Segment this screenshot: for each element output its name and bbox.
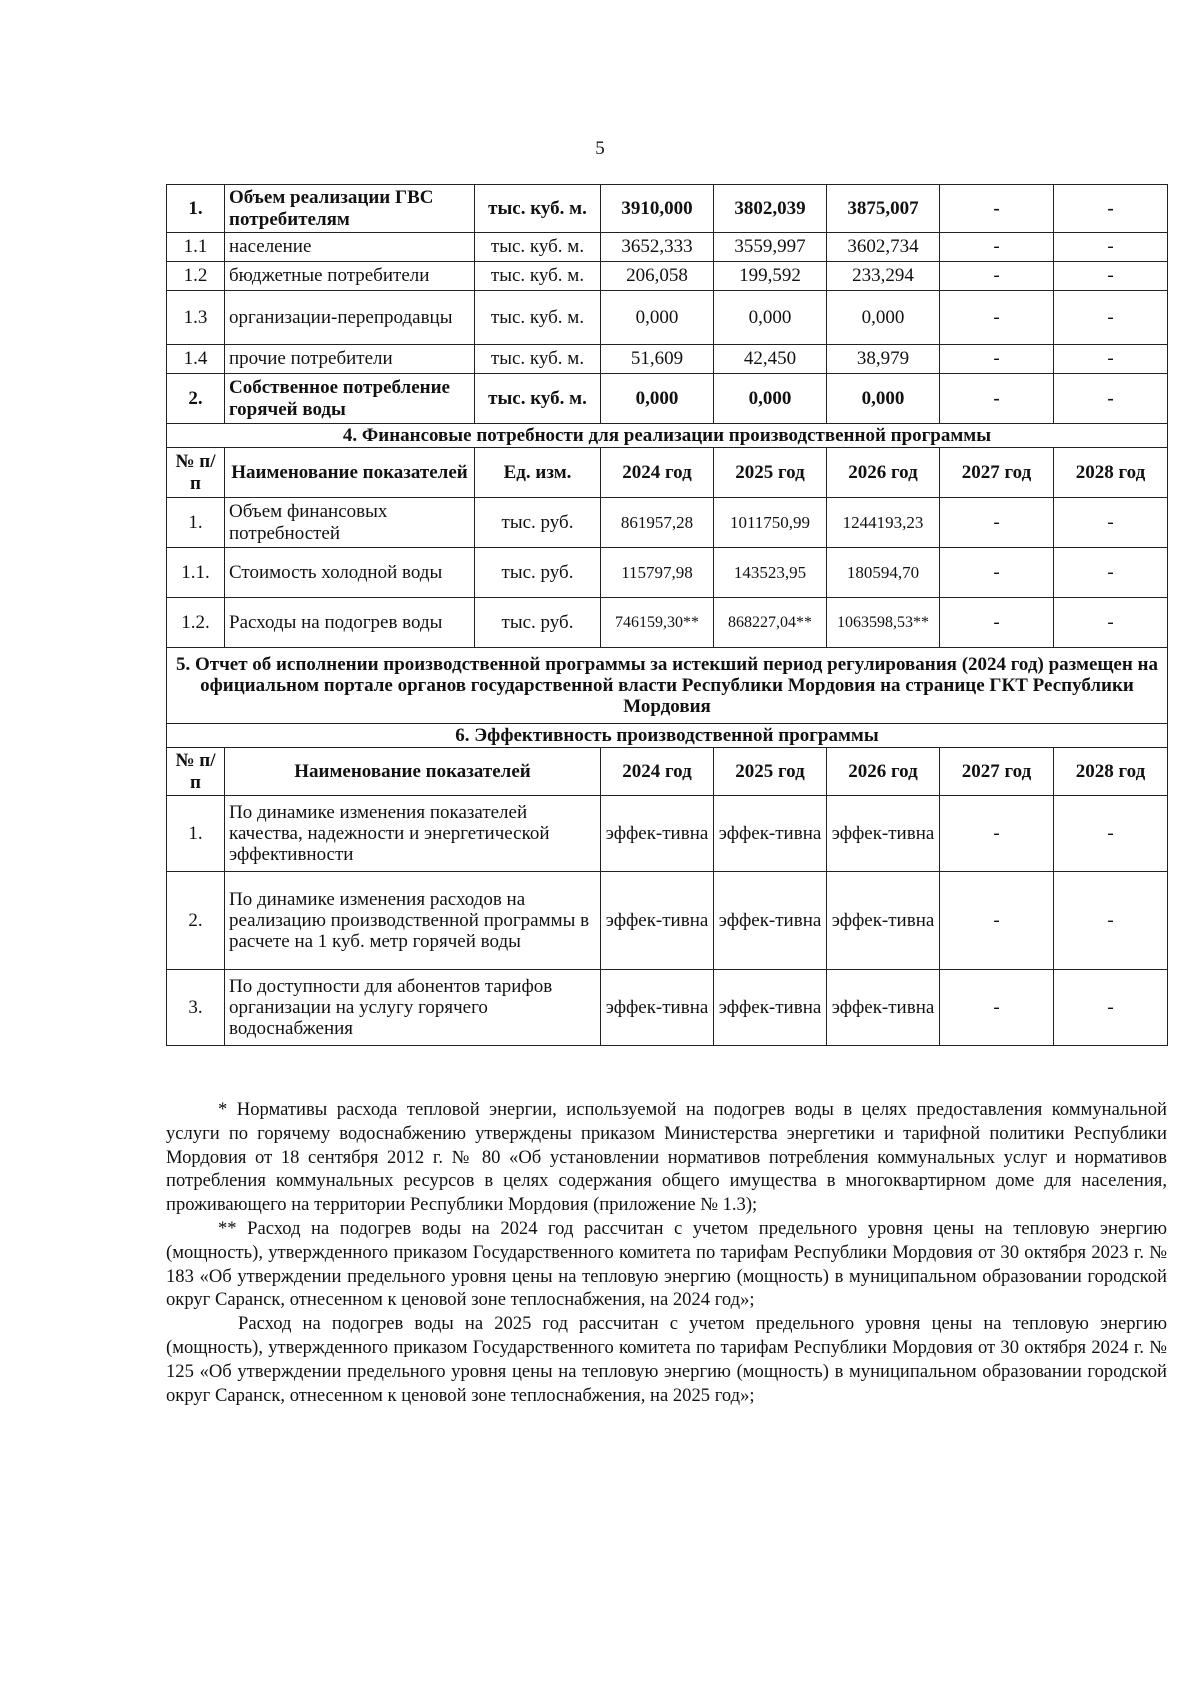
value-cell: эффек-тивна	[601, 970, 714, 1046]
indicator-name: население	[225, 233, 475, 262]
header-row	[167, 748, 1168, 796]
value-cell: -	[1054, 291, 1168, 345]
section-6-title: 6. Эффективность производственной программы	[167, 724, 1168, 748]
value-cell: -	[940, 291, 1054, 345]
unit-cell: тыс. руб.	[475, 598, 601, 648]
row-number: 1.	[167, 185, 225, 233]
header-year: 2024 год	[601, 448, 714, 498]
header-year: 2025 год	[714, 748, 827, 796]
header-year: 2028 год	[1054, 748, 1168, 796]
indicator-name: Объем финансовых потребностей	[225, 498, 475, 548]
value-cell: 42,450	[714, 345, 827, 374]
value-cell: -	[1054, 498, 1168, 548]
row-number: 1.3	[167, 291, 225, 345]
indicator-name: По динамике изменения показателей качества, надежности и энергетической эффективности	[225, 796, 601, 872]
value-cell: 861957,28	[601, 498, 714, 548]
value-cell: эффек-тивна	[827, 872, 940, 970]
value-cell: 3802,039	[714, 185, 827, 233]
value-cell: 38,979	[827, 345, 940, 374]
header-year: 2024 год	[601, 748, 714, 796]
value-cell: эффек-тивна	[714, 872, 827, 970]
footnotes	[166, 1098, 1167, 1407]
footnote-3: Расход на подогрев воды на 2025 год рассчитан с учетом предельного уровня цены на тепловую энергию (мощность), утвержденного приказом Государственного комитета по тарифам Республики Мордовия от 30 октября 2024 г. № 125 «Об утверждении предельного уровня цены на тепловую энергию (мощность) в муниципальном образовании городской округ Саранск, отнесенном к ценовой зоне теплоснабжения, на 2025 год»;	[166, 1313, 1167, 1406]
header-year: 2028 год	[1054, 448, 1168, 498]
value-cell: 143523,95	[714, 548, 827, 598]
footnote-2: ** Расход на подогрев воды на 2024 год рассчитан с учетом предельного уровня цены на тепловую энергию (мощность), утвержденного приказом Государственного комитета по тарифам Республики Мордовия от 30 октября 2023 г. № 183 «Об утверждении предельного уровня цены на тепловую энергию (мощность) в муниципальном образовании городской округ Саранск, отнесенном к ценовой зоне теплоснабжения, на 2024 год»;	[166, 1217, 1167, 1311]
value-cell: эффек-тивна	[714, 970, 827, 1046]
header-row	[167, 448, 1168, 498]
value-cell: -	[940, 374, 1054, 424]
value-cell: -	[940, 262, 1054, 291]
value-cell: -	[940, 498, 1054, 548]
value-cell: 115797,98	[601, 548, 714, 598]
value-cell: -	[940, 598, 1054, 648]
value-cell: -	[940, 233, 1054, 262]
page-number: 5	[595, 138, 605, 159]
unit-cell: тыс. руб.	[475, 548, 601, 598]
row-number: 1.4	[167, 345, 225, 374]
value-cell: 746159,30**	[601, 598, 714, 648]
value-cell: эффек-тивна	[827, 970, 940, 1046]
section-title-row	[167, 648, 1168, 724]
value-cell: эффек-тивна	[601, 872, 714, 970]
header-year: 2025 год	[714, 448, 827, 498]
header-num: № п/п	[167, 748, 225, 796]
value-cell: -	[1054, 374, 1168, 424]
header-num: № п/п	[167, 448, 225, 498]
table-row	[167, 374, 1168, 424]
value-cell: 0,000	[601, 374, 714, 424]
value-cell: -	[1054, 970, 1168, 1046]
header-unit: Ед. изм.	[475, 448, 601, 498]
section-5-title: 5. Отчет об исполнении производственной программы за истекший период регулирования (2024 год) размещен на официальном портале органов государственной власти Республики Мордовия на странице ГКТ Республики Мордовия	[167, 648, 1168, 724]
header-name: Наименование показателей	[225, 748, 601, 796]
value-cell: 180594,70	[827, 548, 940, 598]
unit-cell: тыс. куб. м.	[475, 291, 601, 345]
value-cell: -	[940, 345, 1054, 374]
header-year: 2027 год	[940, 448, 1054, 498]
row-number: 3.	[167, 970, 225, 1046]
row-number: 1.2.	[167, 598, 225, 648]
value-cell: -	[940, 970, 1054, 1046]
value-cell: -	[940, 872, 1054, 970]
value-cell: -	[940, 796, 1054, 872]
value-cell: 3602,734	[827, 233, 940, 262]
table-row	[167, 233, 1168, 262]
row-number: 1.1.	[167, 548, 225, 598]
value-cell: 3875,007	[827, 185, 940, 233]
value-cell: -	[1054, 233, 1168, 262]
value-cell: 0,000	[714, 374, 827, 424]
section-4-title: 4. Финансовые потребности для реализации производственной программы	[167, 424, 1168, 448]
unit-cell: тыс. куб. м.	[475, 345, 601, 374]
unit-cell: тыс. куб. м.	[475, 185, 601, 233]
unit-cell: тыс. куб. м.	[475, 262, 601, 291]
row-number: 1.2	[167, 262, 225, 291]
value-cell: 0,000	[827, 291, 940, 345]
indicator-name: Стоимость холодной воды	[225, 548, 475, 598]
row-number: 1.	[167, 796, 225, 872]
value-cell: 0,000	[827, 374, 940, 424]
value-cell: 206,058	[601, 262, 714, 291]
value-cell: 3559,997	[714, 233, 827, 262]
section-title-row	[167, 724, 1168, 748]
value-cell: -	[1054, 548, 1168, 598]
value-cell: 1244193,23	[827, 498, 940, 548]
indicator-name: Объем реализации ГВС потребителям	[225, 185, 475, 233]
row-number: 2.	[167, 872, 225, 970]
indicator-name: Собственное потребление горячей воды	[225, 374, 475, 424]
value-cell: -	[1054, 185, 1168, 233]
value-cell: 51,609	[601, 345, 714, 374]
value-cell: 233,294	[827, 262, 940, 291]
value-cell: -	[1054, 872, 1168, 970]
table-row	[167, 796, 1168, 872]
indicator-name: прочие потребители	[225, 345, 475, 374]
value-cell: 199,592	[714, 262, 827, 291]
row-number: 1.	[167, 498, 225, 548]
production-program-table	[166, 184, 1168, 1046]
value-cell: эффек-тивна	[601, 796, 714, 872]
table-row	[167, 262, 1168, 291]
indicator-name: По динамике изменения расходов на реализацию производственной программы в расчете на 1 куб. метр горячей воды	[225, 872, 601, 970]
header-name: Наименование показателей	[225, 448, 475, 498]
value-cell: -	[1054, 262, 1168, 291]
value-cell: -	[940, 185, 1054, 233]
value-cell: -	[1054, 345, 1168, 374]
value-cell: -	[1054, 598, 1168, 648]
table-row	[167, 345, 1168, 374]
value-cell: 868227,04**	[714, 598, 827, 648]
value-cell: 3910,000	[601, 185, 714, 233]
table-row	[167, 872, 1168, 970]
header-year: 2026 год	[827, 448, 940, 498]
indicator-name: бюджетные потребители	[225, 262, 475, 291]
value-cell: эффек-тивна	[714, 796, 827, 872]
indicator-name: организации-перепродавцы	[225, 291, 475, 345]
value-cell: 3652,333	[601, 233, 714, 262]
section-title-row	[167, 424, 1168, 448]
value-cell: 1011750,99	[714, 498, 827, 548]
table-row	[167, 970, 1168, 1046]
value-cell: 0,000	[601, 291, 714, 345]
header-year: 2026 год	[827, 748, 940, 796]
unit-cell: тыс. руб.	[475, 498, 601, 548]
unit-cell: тыс. куб. м.	[475, 233, 601, 262]
table-row	[167, 498, 1168, 548]
table-row	[167, 185, 1168, 233]
table-row	[167, 291, 1168, 345]
header-year: 2027 год	[940, 748, 1054, 796]
value-cell: эффек-тивна	[827, 796, 940, 872]
row-number: 2.	[167, 374, 225, 424]
table-row	[167, 548, 1168, 598]
value-cell: -	[1054, 796, 1168, 872]
value-cell: -	[940, 548, 1054, 598]
footnote-1: * Нормативы расхода тепловой энергии, используемой на подогрев воды в целях предоставления коммунальной услуги по горячему водоснабжению утверждены приказом Министерства энергетики и тарифной политики Республики Мордовия от 18 сентября 2012 г. № 80 «Об установлении нормативов потребления коммунальных услуг и нормативов потребления коммунальных ресурсов в целях содержания общего имущества в многоквартирном доме для населения, проживающего на территории Республики Мордовия (приложение № 1.3);	[166, 1099, 1167, 1216]
indicator-name: По доступности для абонентов тарифов организации на услугу горячего водоснабжения	[225, 970, 601, 1046]
table-row	[167, 598, 1168, 648]
value-cell: 1063598,53**	[827, 598, 940, 648]
unit-cell: тыс. куб. м.	[475, 374, 601, 424]
value-cell: 0,000	[714, 291, 827, 345]
indicator-name: Расходы на подогрев воды	[225, 598, 475, 648]
row-number: 1.1	[167, 233, 225, 262]
